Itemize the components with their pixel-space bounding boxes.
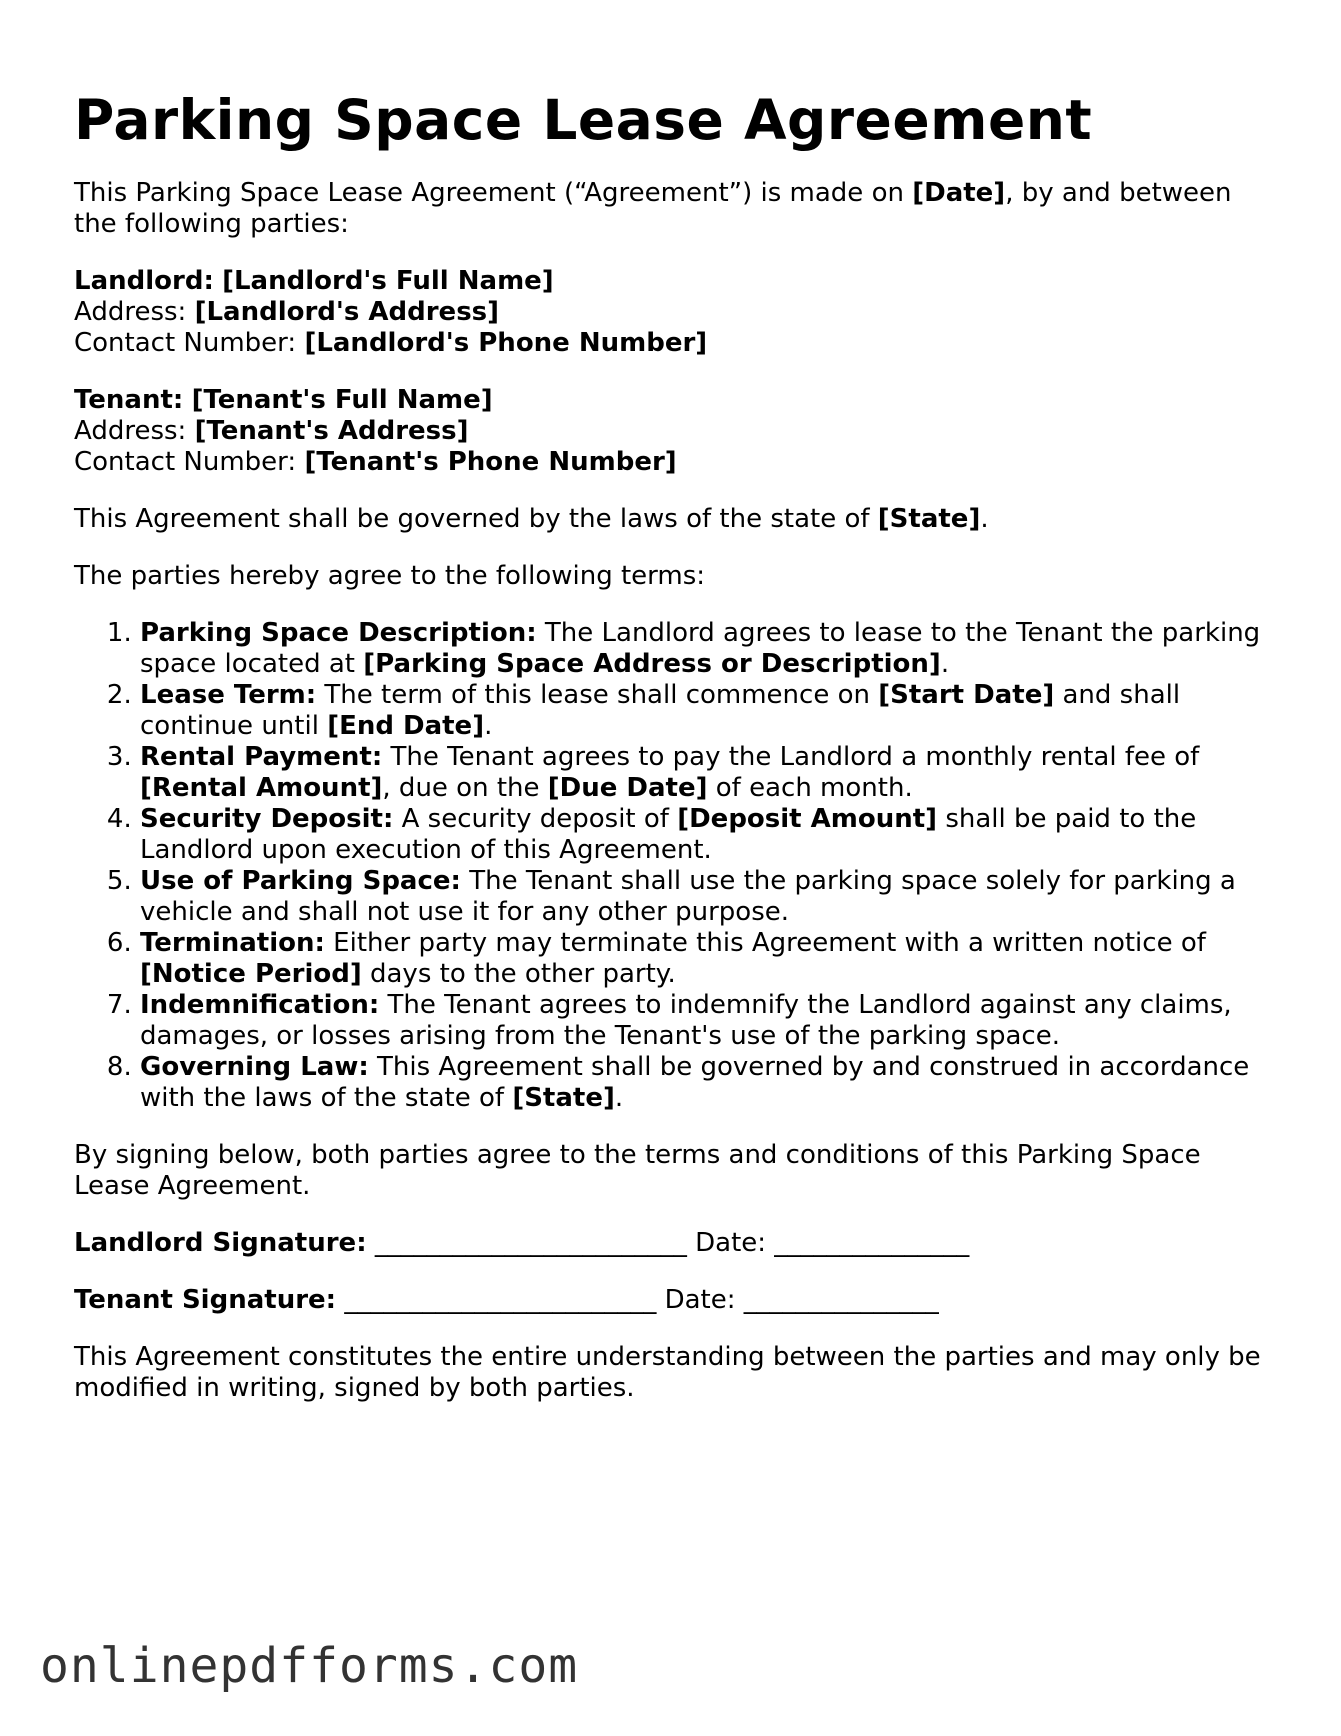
term-item: [140, 866, 1274, 928]
term-text: The Landlord agrees to lease to the Tenant the parking space located at: [140, 618, 1261, 679]
term-heading: Governing Law:: [140, 1052, 369, 1082]
term-text: The Tenant agrees to pay the Landlord a monthly rental fee of: [382, 742, 1200, 772]
term-placeholder: [End Date]: [327, 711, 485, 741]
tenant-signature-field[interactable]: ________________________: [344, 1285, 657, 1315]
term-placeholder: [Parking Space Address or Description]: [363, 649, 941, 679]
tenant-block: [74, 385, 1274, 478]
term-text: .: [614, 1083, 624, 1113]
term-placeholder: [Notice Period]: [140, 959, 362, 989]
term-heading: Rental Payment:: [140, 742, 383, 772]
term-text: This Agreement shall be governed by and construed in accordance with the laws of the state of: [140, 1052, 1250, 1113]
term-item: [140, 990, 1274, 1052]
term-placeholder: [State]: [512, 1083, 615, 1113]
term-item: [140, 1052, 1274, 1114]
governing-state: [State]: [877, 504, 981, 534]
term-text: days to the other party.: [361, 959, 676, 989]
landlord-block: [74, 266, 1274, 359]
tenant-date-label: Date:: [664, 1285, 736, 1315]
term-item: [140, 680, 1274, 742]
intro-date: [Date]: [912, 178, 1006, 208]
landlord-address-label: Address:: [74, 297, 187, 327]
landlord-signature-line: [74, 1228, 1274, 1259]
tenant-date-field[interactable]: _______________: [743, 1285, 939, 1315]
term-heading: Indemnification:: [140, 990, 380, 1020]
landlord-label: Landlord:: [74, 266, 214, 296]
governing-text-1: This Agreement shall be governed by the laws of the state of: [74, 504, 878, 534]
watermark: onlinepdfforms.com: [40, 1638, 579, 1694]
term-heading: Use of Parking Space:: [140, 866, 461, 896]
term-item: [140, 928, 1274, 990]
term-item: [140, 804, 1274, 866]
term-text: The Tenant shall use the parking space solely for parking a vehicle and shall not use it for any other purpose.: [140, 866, 1236, 927]
closing-paragraph: This Agreement constitutes the entire understanding between the parties and may only be modified in writing, signed by both parties.: [74, 1342, 1261, 1403]
landlord-date-label: Date:: [695, 1228, 767, 1258]
tenant-contact-label: Contact Number:: [74, 447, 297, 477]
term-text: of each month.: [707, 773, 913, 803]
term-text: , due on the: [382, 773, 548, 803]
term-text: Either party may terminate this Agreement with a written notice of: [324, 928, 1206, 958]
landlord-name: [Landlord's Full Name]: [222, 266, 554, 296]
tenant-address: [Tenant's Address]: [194, 416, 469, 446]
governing-paragraph: [74, 504, 1274, 535]
term-text: shall be paid to the Landlord upon execution of this Agreement.: [140, 804, 1197, 865]
terms-list: [74, 618, 1274, 1114]
landlord-contact-line: [74, 328, 1274, 359]
landlord-signature-label: Landlord Signature:: [74, 1228, 367, 1258]
landlord-address-line: [74, 297, 1274, 328]
term-text: The Tenant agrees to indemnify the Landlord against any claims, damages, or losses arising from the Tenant's use of the parking space.: [140, 990, 1232, 1051]
tenant-signature-label: Tenant Signature:: [74, 1285, 337, 1315]
signing-intro: By signing below, both parties agree to the terms and conditions of this Parking Space Lease Agreement.: [74, 1140, 1201, 1201]
page-title: Parking Space Lease Agreement: [74, 88, 1093, 152]
landlord-contact-label: Contact Number:: [74, 328, 297, 358]
term-heading: Lease Term:: [140, 680, 317, 710]
landlord-contact: [Landlord's Phone Number]: [304, 328, 708, 358]
tenant-contact: [Tenant's Phone Number]: [304, 447, 677, 477]
intro-text-1: This Parking Space Lease Agreement (“Agreement”) is made on: [74, 178, 913, 208]
terms-intro: The parties hereby agree to the following terms:: [74, 561, 706, 591]
intro-paragraph: [74, 178, 1274, 240]
landlord-signature-field[interactable]: ________________________: [374, 1228, 687, 1258]
tenant-name-line: [74, 385, 1274, 416]
term-text: .: [484, 711, 493, 741]
term-text: The term of this lease shall commence on: [316, 680, 879, 710]
term-heading: Security Deposit:: [140, 804, 394, 834]
term-heading: Parking Space Description:: [140, 618, 537, 648]
term-placeholder: [Due Date]: [547, 773, 708, 803]
term-item: [140, 618, 1274, 680]
landlord-address: [Landlord's Address]: [194, 297, 500, 327]
governing-text-2: .: [980, 504, 989, 534]
tenant-label: Tenant:: [74, 385, 184, 415]
landlord-date-field[interactable]: _______________: [774, 1228, 970, 1258]
term-text: A security deposit of: [393, 804, 678, 834]
tenant-name: [Tenant's Full Name]: [191, 385, 493, 415]
landlord-name-line: [74, 266, 1274, 297]
term-text: .: [940, 649, 950, 679]
term-placeholder: [Deposit Amount]: [677, 804, 938, 834]
intro-text-2: , by and between the following parties:: [74, 178, 1232, 239]
tenant-contact-line: [74, 447, 1274, 478]
term-placeholder: [Rental Amount]: [140, 773, 383, 803]
term-text: and shall continue until: [140, 680, 1181, 741]
tenant-address-line: [74, 416, 1274, 447]
term-item: [140, 742, 1274, 804]
term-placeholder: [Start Date]: [878, 680, 1055, 710]
tenant-signature-line: [74, 1285, 1274, 1316]
document-page: [74, 88, 1274, 1430]
term-heading: Termination:: [140, 928, 325, 958]
tenant-address-label: Address:: [74, 416, 187, 446]
